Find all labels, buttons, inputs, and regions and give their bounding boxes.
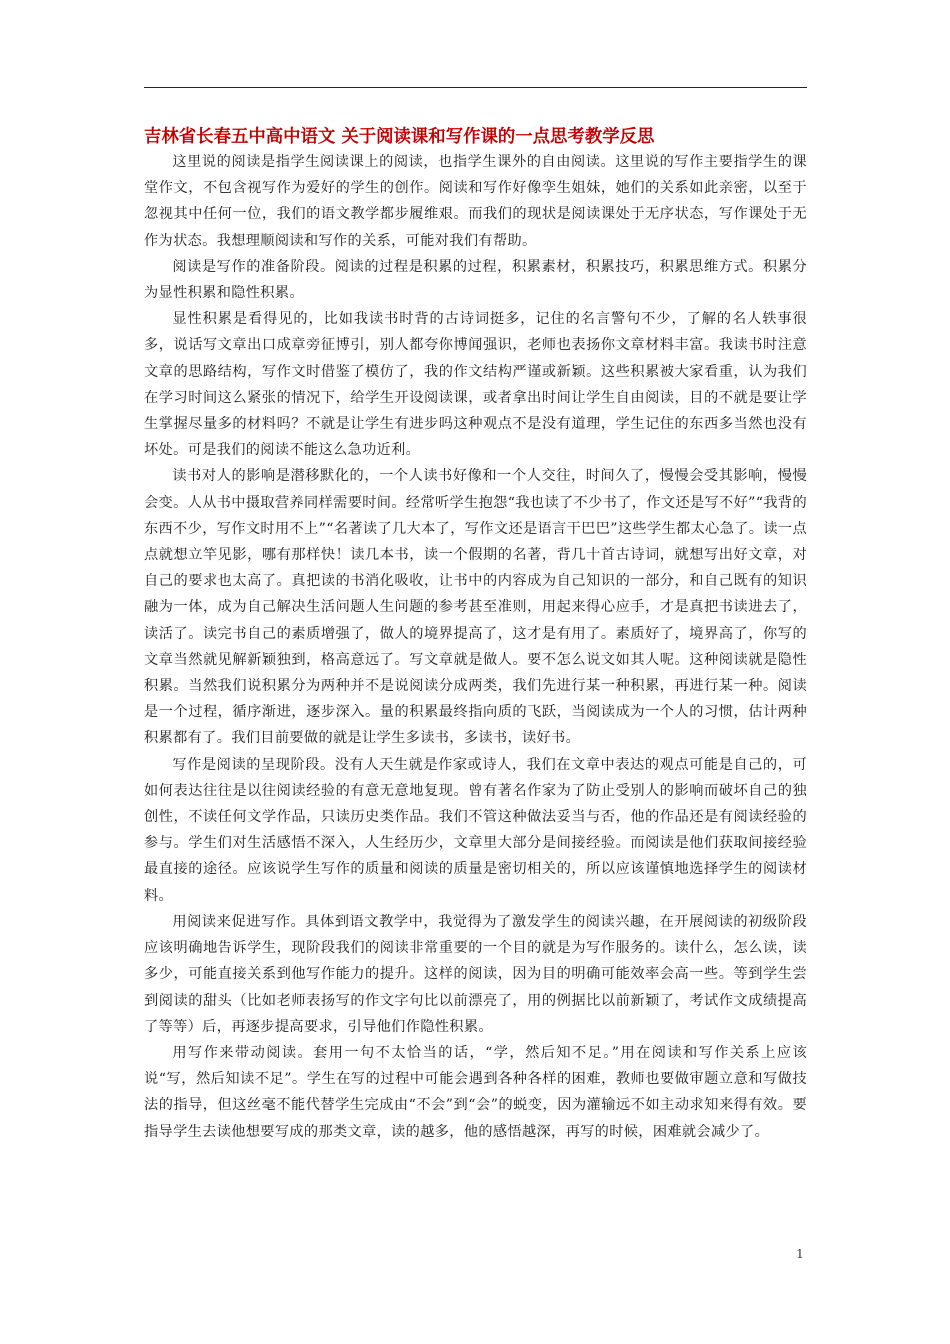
paragraph-writing-presentation: 写作是阅读的呈现阶段。没有人天生就是作家或诗人，我们在文章中表达的观点可能是自己的，可如何表达往往是以往阅读经验的有意无意地复现。曾有著名作家为了防止受别人的影响而破坏自己的独创性，不读任何文学作品，只读历史类作品。我们不管这种做法妥当与否，他的作品还是有阅读经验的参与。学生们对生活感悟不深入，人生经历少，文章里大部分是间接经验。而阅读是他们获取间接经验最直接的途径。应该说学生写作的质量和阅读的质量是密切相关的，所以应该谨慎地选择学生的阅读材料。 [144, 756, 807, 904]
page-number: 1 [796, 1247, 804, 1261]
paragraph-reading-promotes-writing: 用阅读来促进写作。具体到语文教学中，我觉得为了激发学生的阅读兴趣，在开展阅读的初级阶段应该明确地告诉学生，现阶段我们的阅读非常重要的一个目的就是为写作服务的。读什么，怎么读，读多少，可能直接关系到他写作能力的提升。这样的阅读，因为目的明确可能效率会高一些。等到学生尝到阅读的甜头（比如老师表扬写的作文字句比以前漂亮了，用的例据比以前新颖了，考试作文成绩提高了等等）后，再逐步提高要求，引导他们作隐性积累。 [144, 913, 807, 1035]
header-rule [144, 87, 807, 88]
paragraph-implicit-accumulation: 读书对人的影响是潜移默化的，一个人读书好像和一个人交往，时间久了，慢慢会受其影响，慢慢会变。人从书中摄取营养同样需要时间。经常听学生抱怨“我也读了不少书了，作文还是写不好”“我背的东西不少，写作文时用不上”“名著读了几大本了，写作文还是语言干巴巴”这些学生都太心急了。读一点点就想立竿见影，哪有那样快！读几本书，读一个假期的名著，背几十首古诗词，就想写出好文章，对自己的要求也太高了。真把读的书消化吸收，让书中的内容成为自己知识的一部分，和自己既有的知识融为一体，成为自己解决生活问题人生问题的参考甚至准则，用起来得心应手，才是真把书读进去了，读活了。读完书自己的素质增强了，做人的境界提高了，这才是有用了。素质好了，境界高了，你写的文章当然就见解新颖独到，格高意远了。写文章就是做人。要不怎么说文如其人呢。这种阅读就是隐性积累。当然我们说积累分为两种并不是说阅读分成两类，我们先进行某一种积累，再进行某一种。阅读是一个过程，循序渐进，逐步深入。量的积累最终指向质的飞跃，当阅读成为一个人的习惯，估计两种积累都有了。我们目前要做的就是让学生多读书，多读书，读好书。 [144, 468, 807, 747]
document-body [144, 149, 807, 1145]
paragraph-writing-drives-reading: 用写作来带动阅读。套用一句不太恰当的话，“学，然后知不足。”用在阅读和写作关系上应该说“写，然后知读不足”。学生在写的过程中可能会遇到各种各样的困难，教师也要做审题立意和写做技法的指导，但这丝毫不能代替学生完成由“不会”到“会”的蜕变，因为灌输远不如主动求知来得有效。要指导学生去读他想要写成的那类文章，读的越多，他的感悟越深，再写的时候，困难就会减少了。 [144, 1044, 807, 1140]
document-title: 吉林省长春五中高中语文 关于阅读课和写作课的一点思考教学反思 [144, 127, 655, 147]
paragraph-reading-preparation: 阅读是写作的准备阶段。阅读的过程是积累的过程，积累素材，积累技巧，积累思维方式。积累分为显性积累和隐性积累。 [144, 258, 807, 302]
paragraph-explicit-accumulation: 显性积累是看得见的，比如我读书时背的古诗词挺多，记住的名言警句不少，了解的名人轶事很多，说话写文章出口成章旁征博引，别人都夸你博闻强识，老师也表扬你文章材料丰富。我读书时注意文章的思路结构，写作文时借鉴了模仿了，我的作文结构严谨或新颖。这些积累被大家看重，认为我们在学习时间这么紧张的情况下，给学生开设阅读课，或者拿出时间让学生自由阅读，目的不就是要让学生掌握尽量多的材料吗？不就是让学生有进步吗这种观点不是没有道理，学生记住的东西多当然也没有坏处。可是我们的阅读不能这么急功近利。 [144, 311, 807, 459]
paragraph-intro: 这里说的阅读是指学生阅读课上的阅读，也指学生课外的自由阅读。这里说的写作主要指学生的课堂作文，不包含视写作为爱好的学生的创作。阅读和写作好像孪生姐妹，她们的关系如此亲密，以至于忽视其中任何一位，我们的语文教学都步履维艰。而我们的现状是阅读课处于无序状态，写作课处于无作为状态。我想理顺阅读和写作的关系，可能对我们有帮助。 [144, 154, 807, 249]
